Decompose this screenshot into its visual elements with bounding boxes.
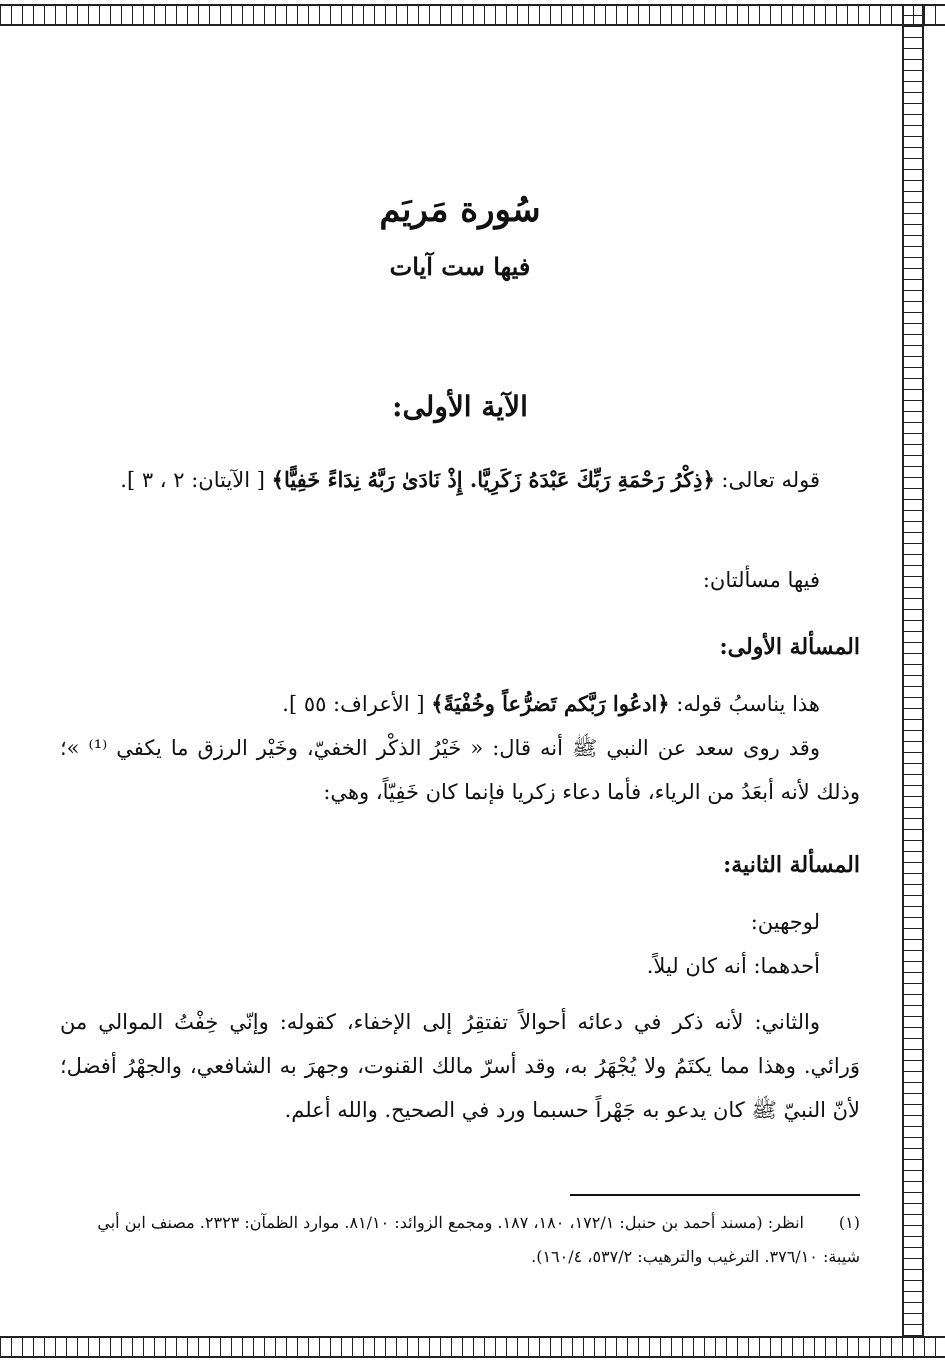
verse-reference: [ الآيتان: ٢ ، ٣ ]. xyxy=(120,468,272,492)
verse-lead: قوله تعالى: xyxy=(714,468,820,492)
bottom-border xyxy=(0,1336,945,1358)
issue-one-verse: ﴿ادعُوا رَبَّكم تَضرُّعاً وخُفْيَةً﴾ xyxy=(431,691,670,716)
verse-paragraph xyxy=(60,458,860,502)
issue-one-paragraph-1 xyxy=(60,682,860,726)
issue-two-heading: المسألة الثانية: xyxy=(723,852,860,878)
ayah-heading: الآية الأولى: xyxy=(392,390,528,423)
footnote-number: (١) xyxy=(838,1213,860,1232)
footnote-separator xyxy=(570,1194,860,1196)
issue-two-paragraph: والثاني: لأنه ذكر في دعائه أحوالاً تفتقِرُ إلى الإخفاء، كقوله: وإنّي خِفْتُ الموالي من وَرائي. وهذا مما يكتَمُ ولا يُجْهَرُ به، وقد أسرّ مالك القنوت، وجهرَ به الشافعي، والجهْرُ أفضل؛ لأنّ النبيّ ﷺ كان يدعو به جَهْراً حسبما ورد في الصحيح. والله أعلم. xyxy=(60,1010,860,1122)
footnote-text: انظر: (مسند أحمد بن حنبل: ١٧٢/١، ١٨٠، ١٨٧. ومجمع الزوائد: ٨١/١٠. موارد الظمآن: ٢٣٢٣. مصنف ابن أبي شيبة: ٣٧٦/١٠. الترغيب والترهيب: ٥٣٧/٢، ١٦٠/٤). xyxy=(97,1213,860,1266)
issue-one-reference: [ الأعراف: ٥٥ ]. xyxy=(282,692,432,716)
surah-title: سُورة مَريَم xyxy=(379,190,541,230)
issue-two-line-1: لوجهين: xyxy=(750,910,820,934)
verse-text: ﴿ذِكْرُ رَحْمَةِ رَبِّكَ عَبْدَهُ زَكَرِيَّا. إِذْ نَادَىٰ رَبَّهُ نِدَاءً خَفِيًّا﴾ xyxy=(271,467,715,492)
right-border xyxy=(902,4,924,1358)
issue-one-lead: هذا يناسبُ قوله: xyxy=(669,692,820,716)
page xyxy=(60,40,860,1320)
footnote xyxy=(60,1206,860,1274)
top-border xyxy=(0,4,945,26)
issue-one-paragraph-2: وقد روى سعد عن النبي ﷺ أنه قال: « خَيْرُ الذكْر الخفيّ، وخَيْر الرزق ما يكفي ⁽¹⁾ »؛ وذلك لأنه أبعَدُ من الرياء، فأما دعاء زكريا فإنما كان خَفِيّاً، وهي: xyxy=(60,736,860,804)
issue-two-line-2: أحدهما: أنه كان ليلاً. xyxy=(646,954,820,978)
issue-one-heading: المسألة الأولى: xyxy=(719,634,860,660)
surah-subtitle: فيها ست آيات xyxy=(389,252,531,281)
intro-count: فيها مسألتان: xyxy=(702,568,820,592)
